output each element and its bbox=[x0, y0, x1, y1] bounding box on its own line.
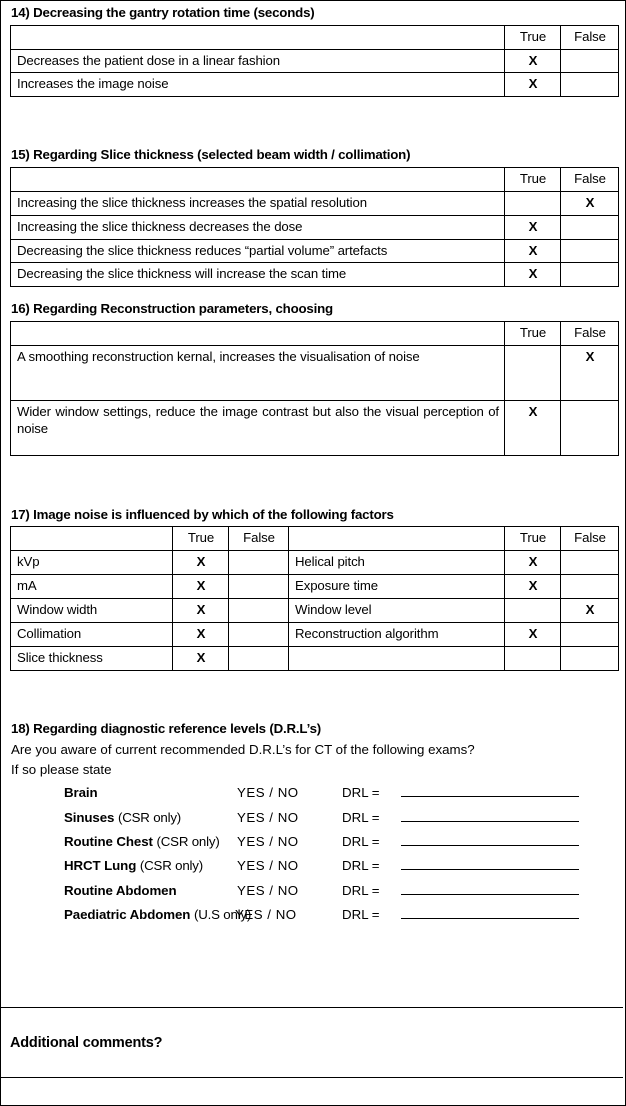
question-18-line1: Are you aware of current recommended D.R.L’s for CT of the following exams? bbox=[11, 742, 475, 758]
checkbox-true[interactable]: X bbox=[505, 215, 561, 239]
question-15-section bbox=[1, 143, 623, 287]
table-row bbox=[11, 623, 619, 647]
spacer bbox=[1, 97, 623, 143]
checkbox-true-right[interactable] bbox=[505, 646, 561, 670]
checkbox-true[interactable]: X bbox=[505, 49, 561, 73]
header-false: False bbox=[561, 25, 619, 49]
checkbox-false[interactable] bbox=[561, 400, 619, 455]
statement-text: Decreases the patient dose in a linear fashion bbox=[11, 49, 505, 73]
exam-name bbox=[10, 810, 237, 825]
checkbox-false-left[interactable] bbox=[229, 599, 289, 623]
drl-label: DRL = bbox=[342, 907, 380, 923]
exam-name-text: Sinuses bbox=[64, 809, 115, 825]
header-blank-cell-left bbox=[11, 527, 173, 551]
checkbox-true-left[interactable]: X bbox=[173, 623, 229, 647]
question-14-title: 14) Decreasing the gantry rotation time (seconds) bbox=[11, 5, 315, 20]
header-true-left: True bbox=[173, 527, 229, 551]
exam-name-note: (CSR only) bbox=[156, 834, 220, 850]
checkbox-false[interactable] bbox=[561, 239, 619, 263]
checkbox-true[interactable] bbox=[505, 345, 561, 400]
checkbox-true[interactable]: X bbox=[505, 73, 561, 97]
exam-name bbox=[10, 834, 237, 849]
drl-label: DRL = bbox=[342, 785, 380, 801]
yes-no-option[interactable]: YES / NO bbox=[237, 858, 299, 874]
drl-row bbox=[10, 856, 614, 880]
checkbox-false[interactable] bbox=[561, 73, 619, 97]
table-row bbox=[11, 239, 619, 263]
checkbox-true[interactable]: X bbox=[505, 400, 561, 455]
checkbox-true-left[interactable]: X bbox=[173, 551, 229, 575]
additional-comments-label: Additional comments? bbox=[10, 1034, 163, 1051]
checkbox-true-right[interactable]: X bbox=[505, 623, 561, 647]
checkbox-false-right[interactable] bbox=[561, 646, 619, 670]
yes-no-option[interactable]: YES / NO bbox=[237, 834, 299, 850]
additional-comments-box[interactable] bbox=[1, 1008, 623, 1077]
factor-text-left: Slice thickness bbox=[11, 646, 173, 670]
exam-name-note: (CSR only) bbox=[139, 858, 203, 874]
factor-text-right bbox=[289, 646, 505, 670]
spacer bbox=[1, 671, 623, 717]
yes-no-option[interactable]: YES / NO bbox=[237, 785, 299, 801]
question-15-table bbox=[10, 167, 619, 287]
question-14-table bbox=[10, 25, 619, 98]
factor-text-right: Exposure time bbox=[289, 575, 505, 599]
table-row bbox=[11, 646, 619, 670]
statement-text: Decreasing the slice thickness will increase the scan time bbox=[11, 263, 505, 287]
exam-name bbox=[10, 907, 252, 923]
question-17-table bbox=[10, 526, 619, 670]
header-true-right: True bbox=[505, 527, 561, 551]
question-16-title: 16) Regarding Reconstruction parameters, choosing bbox=[11, 301, 333, 317]
factor-text-left: Window width bbox=[11, 599, 173, 623]
drl-value-input[interactable] bbox=[401, 783, 579, 797]
header-true: True bbox=[505, 321, 561, 345]
checkbox-true-right[interactable]: X bbox=[505, 551, 561, 575]
statement-text: Increasing the slice thickness decreases the dose bbox=[11, 215, 505, 239]
question-15-title: 15) Regarding Slice thickness (selected beam width / collimation) bbox=[11, 147, 411, 163]
drl-value-input[interactable] bbox=[401, 905, 579, 919]
header-blank-cell-right bbox=[289, 527, 505, 551]
question-17-title: 17) Image noise is influenced by which of the following factors bbox=[11, 506, 394, 522]
factor-text-right: Window level bbox=[289, 599, 505, 623]
header-true: True bbox=[505, 167, 561, 191]
table-row bbox=[11, 400, 619, 455]
factor-text-left: kVp bbox=[11, 551, 173, 575]
table-row bbox=[11, 345, 619, 400]
question-16-table bbox=[10, 321, 619, 456]
drl-value-input[interactable] bbox=[401, 832, 579, 846]
header-blank-cell bbox=[11, 25, 505, 49]
factor-text-right: Reconstruction algorithm bbox=[289, 623, 505, 647]
drl-label: DRL = bbox=[342, 858, 380, 874]
drl-label: DRL = bbox=[342, 882, 380, 898]
checkbox-false[interactable] bbox=[561, 215, 619, 239]
page-content bbox=[1, 1, 623, 930]
drl-label: DRL = bbox=[342, 809, 380, 825]
table-row bbox=[11, 191, 619, 215]
statement-text: Increases the image noise bbox=[11, 73, 505, 97]
exam-name-text: Routine Abdomen bbox=[64, 882, 177, 898]
checkbox-true-right[interactable]: X bbox=[505, 575, 561, 599]
checkbox-false-right[interactable] bbox=[561, 575, 619, 599]
header-blank-cell bbox=[11, 167, 505, 191]
checkbox-true[interactable] bbox=[505, 191, 561, 215]
table-row bbox=[11, 215, 619, 239]
exam-name bbox=[10, 858, 237, 873]
drl-value-input[interactable] bbox=[401, 808, 579, 822]
statement-text: Increasing the slice thickness increases the spatial resolution bbox=[11, 191, 505, 215]
checkbox-false[interactable]: X bbox=[561, 345, 619, 400]
table-header-row bbox=[11, 527, 619, 551]
table-row bbox=[11, 599, 619, 623]
exam-name-text: HRCT Lung bbox=[64, 858, 137, 874]
header-false-left: False bbox=[229, 527, 289, 551]
checkbox-true-left[interactable]: X bbox=[173, 575, 229, 599]
checkbox-true[interactable]: X bbox=[505, 239, 561, 263]
checkbox-true-right[interactable] bbox=[505, 599, 561, 623]
table-row bbox=[11, 575, 619, 599]
table-header-row bbox=[11, 167, 619, 191]
question-17-section bbox=[1, 503, 623, 671]
drl-exam-list bbox=[10, 783, 614, 929]
question-18-section bbox=[1, 717, 623, 930]
factor-text-left: Collimation bbox=[11, 623, 173, 647]
table-header-row bbox=[11, 25, 619, 49]
question-16-section bbox=[1, 297, 623, 456]
exam-name-text: Paediatric Abdomen bbox=[64, 907, 191, 923]
checkbox-true[interactable]: X bbox=[505, 263, 561, 287]
exam-name bbox=[10, 785, 237, 800]
checkbox-false-right[interactable]: X bbox=[561, 599, 619, 623]
checkbox-false-left[interactable] bbox=[229, 575, 289, 599]
exam-name-note: (U.S only) bbox=[193, 907, 252, 923]
checkbox-false[interactable] bbox=[561, 49, 619, 73]
checkbox-true-left[interactable]: X bbox=[173, 646, 229, 670]
drl-row bbox=[10, 832, 614, 856]
table-header-row bbox=[11, 321, 619, 345]
header-false: False bbox=[561, 167, 619, 191]
header-false: False bbox=[561, 321, 619, 345]
drl-value-input[interactable] bbox=[401, 856, 579, 870]
header-blank-cell bbox=[11, 321, 505, 345]
spacer bbox=[1, 287, 623, 297]
checkbox-false[interactable] bbox=[561, 263, 619, 287]
header-true: True bbox=[505, 25, 561, 49]
bottom-blank-box[interactable] bbox=[1, 1078, 623, 1106]
yes-no-option[interactable]: YES / NO bbox=[237, 882, 299, 898]
checkbox-false-right[interactable] bbox=[561, 551, 619, 575]
statement-text: Wider window settings, reduce the image contrast but also the visual perception of noise bbox=[11, 400, 505, 455]
exam-name-note: (CSR only) bbox=[118, 809, 182, 825]
exam-name bbox=[10, 883, 237, 898]
comments-area bbox=[1, 1007, 623, 1106]
yes-no-option[interactable]: YES / NO bbox=[237, 809, 299, 825]
drl-value-input[interactable] bbox=[401, 881, 579, 895]
question-18-title: 18) Regarding diagnostic reference levels (D.R.L’s) bbox=[11, 720, 322, 736]
drl-row bbox=[10, 808, 614, 832]
table-row bbox=[11, 263, 619, 287]
checkbox-false[interactable]: X bbox=[561, 191, 619, 215]
table-row bbox=[11, 73, 619, 97]
question-14-section bbox=[1, 1, 623, 97]
statement-text: Decreasing the slice thickness reduces “partial volume” artefacts bbox=[11, 239, 505, 263]
yes-no-option[interactable]: YES / NO bbox=[235, 907, 297, 923]
table-row bbox=[11, 551, 619, 575]
checkbox-false-right[interactable] bbox=[561, 623, 619, 647]
checkbox-true-left[interactable]: X bbox=[173, 599, 229, 623]
table-row bbox=[11, 49, 619, 73]
factor-text-right: Helical pitch bbox=[289, 551, 505, 575]
factor-text-left: mA bbox=[11, 575, 173, 599]
exam-name-text: Brain bbox=[64, 785, 98, 801]
checkbox-false-left[interactable] bbox=[229, 646, 289, 670]
checkbox-false-left[interactable] bbox=[229, 623, 289, 647]
question-18-line2: If so please state bbox=[11, 762, 112, 778]
drl-row bbox=[10, 905, 614, 929]
checkbox-false-left[interactable] bbox=[229, 551, 289, 575]
statement-text: A smoothing reconstruction kernal, increases the visualisation of noise bbox=[11, 345, 505, 400]
drl-row bbox=[10, 881, 614, 905]
drl-label: DRL = bbox=[342, 834, 380, 850]
spacer bbox=[1, 456, 623, 503]
drl-row bbox=[10, 783, 614, 807]
header-false-right: False bbox=[561, 527, 619, 551]
exam-name-text: Routine Chest bbox=[64, 834, 153, 850]
